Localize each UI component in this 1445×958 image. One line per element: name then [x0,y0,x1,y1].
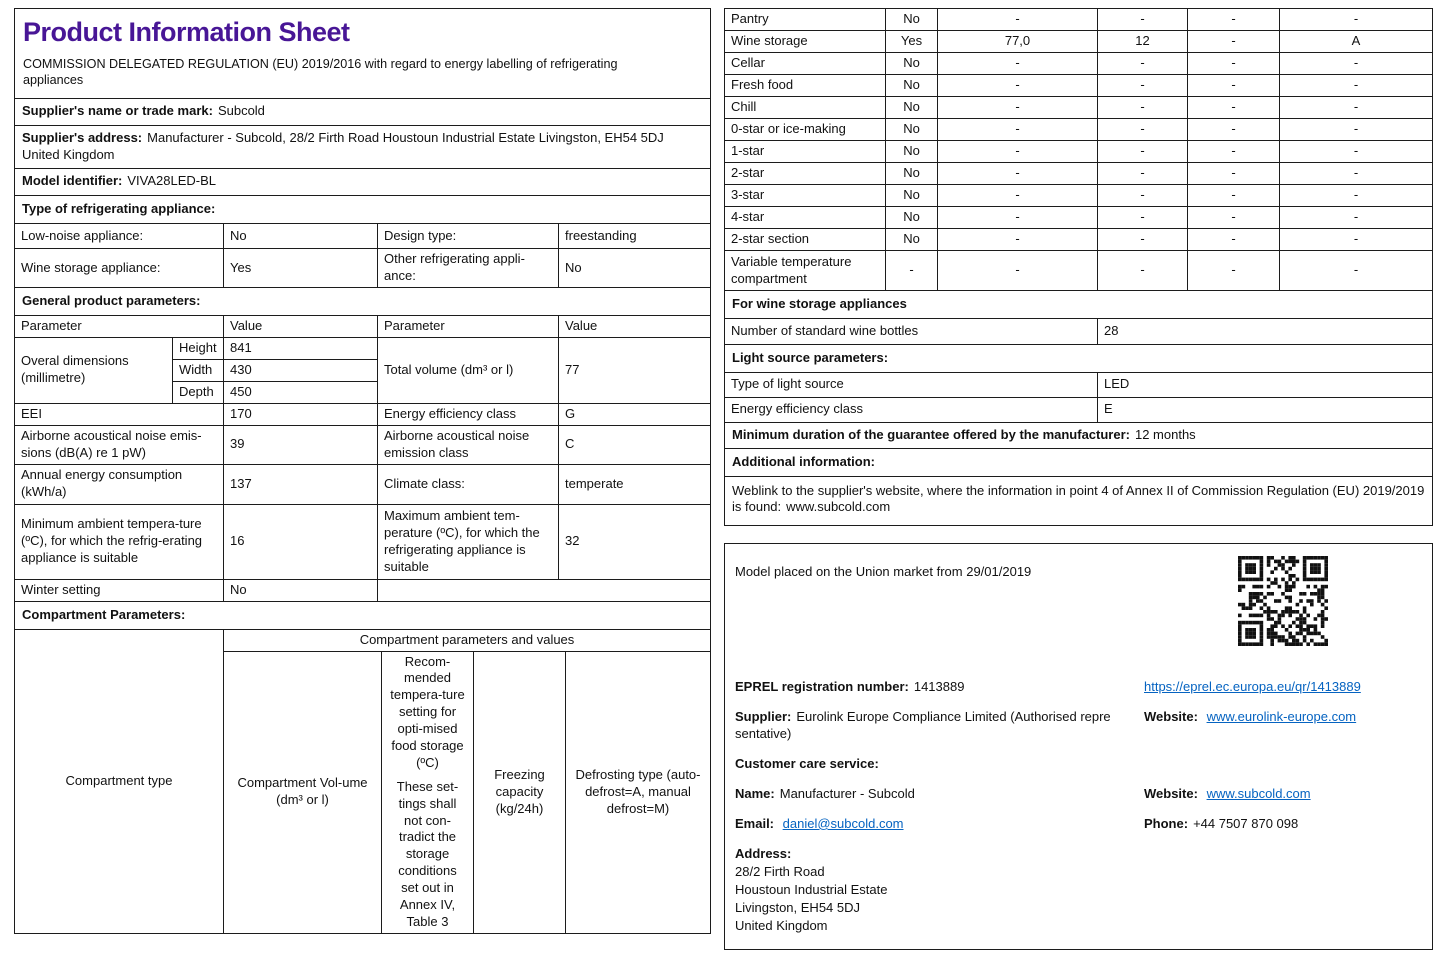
website-label: Website: [1144,785,1198,801]
column-group-header: Compartment parameters and values [224,630,710,652]
table-cell: - [1188,119,1280,140]
table-cell: 32 [559,505,710,580]
general-table-header [15,316,710,338]
right-panel [724,8,1433,526]
regulation-subtitle: COMMISSION DELEGATED REGULATION (EU) 2019/2016 with regard to energy labelling of refrigerating appliances [23,56,618,88]
table-cell: Minimum ambient tempera-ture (ºC), for which the refrig-erating appliance is suitable [15,505,224,580]
table-cell: Yes [886,31,938,52]
customer-name-row [735,786,1130,803]
table-cell: - [938,229,1098,250]
table-cell: 0-star or ice-making [725,119,886,140]
table-cell: - [1098,251,1188,290]
eprel-value: 1413889 [913,679,965,695]
table-cell: 16 [224,505,378,580]
table-cell: 170 [224,404,378,426]
eprel-label: EPREL registration number: [735,679,909,695]
table-cell: - [1188,141,1280,162]
table-cell: - [1098,207,1188,228]
model-identifier-row [15,169,710,196]
table-row [725,373,1432,398]
table-cell: Climate class: [378,465,559,505]
table-cell: Airborne acoustical noise emis-sions (dB(A) re 1 pW) [15,426,224,465]
table-cell: - [1353,121,1359,137]
table-cell: 39 [224,426,378,465]
table-cell: Airborne acoustical noise emission class [378,426,559,465]
table-cell: Maximum ambient tem-perature (ºC), for which the refrigerating appliance is suitable [378,505,559,580]
compartment-values-table [725,9,1432,291]
table-cell: - [1353,165,1359,181]
table-cell: 430 [224,360,378,382]
table-row [725,52,1432,74]
light-section-heading: Light source parameters: [725,345,1432,373]
customer-email-row [735,816,1130,833]
table-cell: Wine storage [725,31,886,52]
table-cell: 3-star [725,185,886,206]
table-cell: - [1188,97,1280,118]
table-cell: - [938,141,1098,162]
table-cell: Total volume (dm³ or l) [378,338,559,404]
table-cell: - [1098,53,1188,74]
registration-panel [724,543,1433,950]
page-title: Product Information Sheet [23,17,350,47]
guarantee-value: 12 months [1134,426,1196,442]
table-cell: No [559,249,710,288]
table-cell: EEI [15,404,224,426]
table-row [725,9,1432,30]
table-cell: No [886,185,938,206]
supplier-label: Supplier: [735,709,792,725]
supplier-row [735,709,1130,743]
table-cell-empty [378,580,710,602]
type-table [15,224,710,288]
column-header-text: These set-tings shall not con-tradict the storage conditions set out in Annex IV, Table 3 [396,778,459,929]
table-cell: - [1098,119,1188,140]
table-row [725,184,1432,206]
table-row [725,96,1432,118]
table-cell: - [938,9,1098,30]
table-cell: - [1353,187,1359,203]
customer-address-block [735,846,1130,936]
wine-bottles-row [725,319,1432,345]
table-cell: Depth [173,382,224,404]
dimensions-table [15,338,710,404]
model-identifier-label: Model identifier: [22,173,123,189]
table-cell: Overal dimensions (millimetre) [15,338,173,404]
table-cell: Type of light source [725,373,1098,398]
table-cell: - [938,75,1098,96]
table-row [725,118,1432,140]
general-table-rows [15,404,710,580]
customer-care-heading: Customer care service: [735,756,879,772]
table-cell: Yes [224,249,378,288]
email-label: Email: [735,815,775,831]
table-cell: freestanding [559,224,710,249]
phone-label: Phone: [1144,815,1189,831]
table-cell: A [1351,33,1361,49]
supplier-address-label: Supplier's address: [22,130,143,146]
table-cell: - [1098,163,1188,184]
table-cell: - [1188,31,1280,52]
table-cell: Winter setting [15,580,224,602]
table-cell: Chill [725,97,886,118]
supplier-address-value: Manufacturer - Subcold, 28/2 Firth Road Houstoun Industrial Estate Livingston, EH54 5DJ United Kingdom [22,130,664,163]
customer-email-link[interactable]: daniel@subcold.com [782,815,904,831]
table-cell: Design type: [378,224,559,249]
table-cell: No [886,229,938,250]
customer-website-row [1144,786,1422,803]
qr-code [1238,556,1328,646]
table-cell: Annual energy consumption (kWh/a) [15,465,224,505]
table-row [725,162,1432,184]
address-lines [735,863,1130,936]
qr-container [1144,556,1422,666]
compartment-header-table [15,630,710,933]
left-panel [14,8,711,934]
table-cell: Height [173,338,224,360]
column-header: Compartment type [15,630,224,933]
table-cell: 77 [559,338,710,404]
website-label: Website: [1144,709,1198,725]
table-cell: Pantry [725,9,886,30]
supplier-address-row [15,126,710,169]
supplier-name-label: Supplier's name or trade mark: [22,103,213,119]
table-cell: 1-star [725,141,886,162]
table-cell: - [1188,207,1280,228]
name-label: Name: [735,785,775,801]
table-cell: - [1353,143,1359,159]
table-cell: - [1188,75,1280,96]
phone-value: +44 7507 870 098 [1193,815,1299,831]
table-cell: 2-star section [725,229,886,250]
table-row [725,206,1432,228]
table-cell: - [1188,185,1280,206]
column-header: Value [559,316,710,338]
address-line: United Kingdom [735,918,828,934]
supplier-name-row [15,99,710,126]
table-cell: - [938,163,1098,184]
table-cell: Variable temperature compartment [725,251,886,290]
guarantee-label: Minimum duration of the guarantee offered by the manufacturer: [732,426,1130,442]
column-header [382,652,474,933]
table-cell: - [1098,229,1188,250]
table-cell: - [1353,231,1359,247]
table-cell: 28 [1104,322,1119,338]
table-cell: - [1188,229,1280,250]
table-cell: 4-star [725,207,886,228]
name-value: Manufacturer - Subcold [779,785,915,801]
table-cell: 841 [224,338,378,360]
table-cell: 77,0 [938,31,1098,52]
table-cell: No [886,119,938,140]
table-row [725,30,1432,52]
table-cell: Low-noise appliance: [15,224,224,249]
table-cell: 12 [1098,31,1188,52]
address-label: Address: [735,845,792,861]
table-cell: - [938,251,1098,290]
table-row [725,140,1432,162]
table-cell: - [1188,251,1280,290]
table-cell: 450 [224,382,378,404]
table-cell: - [1353,11,1359,27]
weblink-text: Weblink to the supplier's website, where the information in point 4 of Annex II of Commission Regulation (EU) 2019/2019 is found: [732,482,1425,515]
light-source-table [725,373,1432,423]
table-cell: - [1098,9,1188,30]
table-cell: No [224,580,378,602]
table-cell: No [886,9,938,30]
supplier-website-row [1144,709,1422,743]
table-cell: 2-star [725,163,886,184]
table-cell: - [1188,9,1280,30]
additional-info-heading: Additional information: [725,449,1432,477]
market-date-text: Model placed on the Union market from 29/01/2019 [735,564,1032,580]
table-cell: - [1353,209,1359,225]
table-cell: - [938,207,1098,228]
table-row [725,398,1432,423]
table-cell: - [938,185,1098,206]
table-cell: C [559,426,710,465]
title-block [15,9,710,99]
column-header: Parameter [15,316,224,338]
table-cell: - [938,53,1098,74]
table-cell: G [559,404,710,426]
table-cell: - [1353,77,1359,93]
customer-website-link[interactable]: www.subcold.com [1206,785,1311,801]
weblink-row [725,477,1432,526]
table-cell: - [1188,53,1280,74]
table-cell: - [1353,55,1359,71]
wine-section-heading: For wine storage appliances [725,291,1432,319]
table-cell: - [1353,262,1359,278]
table-cell: Wine storage appliance: [15,249,224,288]
weblink-value: www.subcold.com [786,499,891,515]
eprel-link[interactable]: https://eprel.ec.europa.eu/qr/1413889 [1144,679,1361,695]
type-section-heading: Type of refrigerating appliance: [15,196,710,224]
table-cell: 137 [224,465,378,505]
supplier-value: Eurolink Europe Compliance Limited (Authorised repre sentative) [735,709,1111,742]
table-cell: - [1098,141,1188,162]
table-cell: - [938,119,1098,140]
table-row [725,74,1432,96]
table-cell: No [886,207,938,228]
table-cell: Energy efficiency class [378,404,559,426]
address-line: Houstoun Industrial Estate [735,881,888,897]
table-cell: Fresh food [725,75,886,96]
column-header: Defrosting type (auto-defrost=A, manual defrost=M) [575,766,701,816]
model-identifier-value: VIVA28LED-BL [127,173,217,189]
column-header: Compartment Vol-ume (dm³ or l) [224,652,382,933]
table-cell: E [1098,398,1432,423]
table-cell: No [886,141,938,162]
table-cell: temperate [559,465,710,505]
supplier-name-value: Subcold [217,103,265,119]
general-section-heading: General product parameters: [15,288,710,316]
table-cell: No [224,224,378,249]
address-line: 28/2 Firth Road [735,863,825,879]
table-cell: Cellar [725,53,886,74]
supplier-website-link[interactable]: www.eurolink-europe.com [1206,709,1357,725]
table-row [725,228,1432,250]
column-header: Parameter [378,316,559,338]
address-line: Livingston, EH54 5DJ [735,899,861,915]
table-cell: Width [173,360,224,382]
table-cell: LED [1098,373,1432,398]
column-header-text: Recom-mended tempera-ture setting for opti-mised food storage (ºC) [390,653,465,770]
table-cell: Number of standard wine bottles [725,319,1098,344]
winter-setting-row [15,580,710,602]
table-cell: - [938,97,1098,118]
table-row [725,250,1432,291]
table-cell: - [1098,97,1188,118]
table-cell: - [1188,163,1280,184]
table-cell: - [1098,185,1188,206]
table-cell: - [886,251,938,290]
table-cell: No [886,97,938,118]
table-cell: - [1098,75,1188,96]
table-cell: No [886,75,938,96]
table-cell: - [1353,99,1359,115]
column-header: Value [224,316,378,338]
eprel-row [735,679,1130,696]
table-cell: Other refrigerating appli-ance: [378,249,559,288]
table-cell: No [886,163,938,184]
eprel-link-wrap [1144,679,1422,696]
compartment-section-heading: Compartment Parameters: [15,602,710,630]
table-cell: No [886,53,938,74]
guarantee-row [725,423,1432,449]
column-header: Freezing capacity (kg/24h) [474,652,566,933]
table-cell: Energy efficiency class [725,398,1098,423]
customer-phone-row [1144,816,1422,833]
